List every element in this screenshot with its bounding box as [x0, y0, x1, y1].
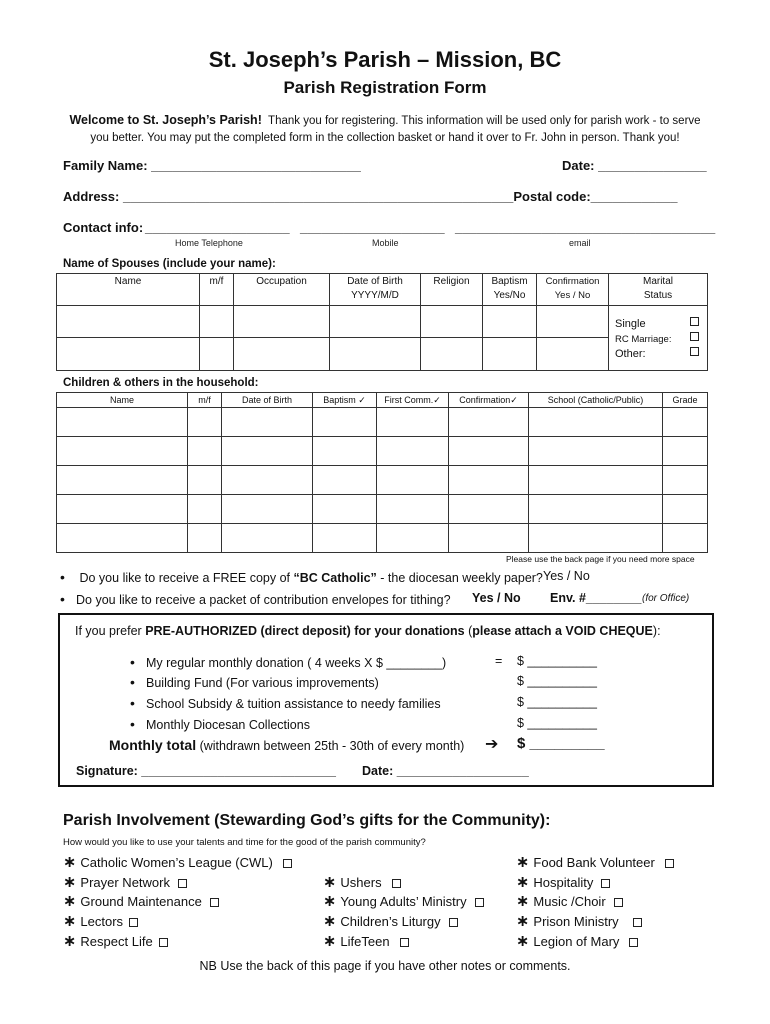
- involvement-option-label: Hospitality: [533, 875, 594, 890]
- email-caption: email: [569, 238, 591, 248]
- equals-sign: =: [495, 654, 503, 668]
- asterisk-icon: ∗: [516, 854, 530, 871]
- involvement-option-ushers[interactable]: [323, 872, 401, 892]
- children-header-baptism: Baptism ✓: [313, 393, 377, 408]
- involvement-option-childrens-liturgy[interactable]: [323, 911, 458, 931]
- young-adults-checkbox[interactable]: [475, 898, 484, 907]
- marital-option-other-label: Other:: [615, 347, 646, 360]
- child-cell[interactable]: [377, 466, 449, 495]
- cwl-checkbox[interactable]: [283, 859, 292, 868]
- asterisk-icon: ∗: [323, 933, 337, 950]
- child-cell[interactable]: [57, 408, 188, 437]
- involvement-option-label: Music /Choir: [533, 894, 606, 909]
- children-header-row: [57, 393, 708, 408]
- child-cell[interactable]: [222, 466, 313, 495]
- asterisk-icon: ∗: [516, 874, 530, 891]
- spouse-baptism-cell[interactable]: [483, 306, 537, 338]
- children-label: Children & others in the household:: [63, 377, 259, 389]
- donation-item-building-label: Building Fund (For various improvements): [146, 676, 379, 690]
- form-subtitle: Parish Registration Form: [283, 78, 487, 97]
- children-header-confirmation: Confirmation✓: [449, 393, 529, 408]
- preauth-intro-bold: PRE-AUTHORIZED (direct deposit) for your donations: [145, 624, 465, 638]
- form-title: St. Joseph’s Parish – Mission, BC: [208, 47, 562, 72]
- involvement-option-label: Prayer Network: [80, 875, 170, 890]
- bc-catholic-name: “BC Catholic”: [293, 571, 377, 585]
- marital-option-single[interactable]: [615, 317, 699, 332]
- marital-other-checkbox[interactable]: [690, 347, 699, 356]
- child-cell[interactable]: [663, 466, 708, 495]
- donation-item-building: [130, 674, 379, 690]
- child-row[interactable]: [57, 466, 708, 495]
- monthly-total-note: (withdrawn between 25th - 30th of every month): [196, 739, 465, 753]
- involvement-option-prayer[interactable]: [63, 872, 187, 892]
- spouses-header-occupation: Occupation: [234, 274, 330, 306]
- child-cell[interactable]: [222, 495, 313, 524]
- children-header-first-comm: First Comm.✓: [377, 393, 449, 408]
- spouses-label: Name of Spouses (include your name):: [63, 258, 276, 270]
- donation-item-diocesan-label: Monthly Diocesan Collections: [146, 718, 310, 732]
- asterisk-icon: ∗: [63, 854, 77, 871]
- spouses-table: [56, 273, 708, 371]
- child-cell[interactable]: [57, 466, 188, 495]
- child-cell[interactable]: [449, 437, 529, 466]
- asterisk-icon: ∗: [323, 893, 337, 910]
- intro-body: Thank you for registering. This information will be used only for parish work - to serve you better. You may put the completed form in the collection basket or hand it over to Fr. John in person. Thank you!: [90, 115, 701, 144]
- child-cell[interactable]: [313, 466, 377, 495]
- donation-item-monthly-label: My regular monthly donation ( 4 weeks X $ ________): [146, 656, 447, 670]
- music-choir-checkbox[interactable]: [614, 898, 623, 907]
- children-header-dob: Date of Birth: [222, 393, 313, 408]
- spouses-header-name: Name: [57, 274, 200, 306]
- child-cell[interactable]: [188, 524, 222, 553]
- involvement-option-lectors[interactable]: [63, 911, 138, 931]
- involvement-option-label: Respect Life: [80, 934, 153, 949]
- child-cell[interactable]: [222, 408, 313, 437]
- asterisk-icon: ∗: [63, 933, 77, 950]
- spouse-occupation-cell[interactable]: [234, 338, 330, 371]
- child-cell[interactable]: [663, 524, 708, 553]
- spouse-dob-cell[interactable]: [330, 306, 421, 338]
- marital-status-cell: [609, 306, 708, 371]
- child-cell[interactable]: [449, 524, 529, 553]
- involvement-option-label: Ushers: [340, 875, 382, 890]
- child-cell[interactable]: [222, 437, 313, 466]
- children-header-school: School (Catholic/Public): [529, 393, 663, 408]
- child-cell[interactable]: [377, 408, 449, 437]
- involvement-option-music[interactable]: [516, 891, 623, 911]
- arrow-icon: ➔: [485, 736, 499, 753]
- child-cell[interactable]: [313, 408, 377, 437]
- marital-single-checkbox[interactable]: [690, 317, 699, 326]
- hospitality-checkbox[interactable]: [601, 879, 610, 888]
- involvement-option-legion[interactable]: [516, 931, 638, 951]
- child-cell[interactable]: [663, 495, 708, 524]
- children-header-name: Name: [57, 393, 188, 408]
- child-cell[interactable]: [663, 408, 708, 437]
- envelopes-yes-no[interactable]: Yes / No: [472, 591, 521, 605]
- child-cell[interactable]: [188, 408, 222, 437]
- child-cell[interactable]: [313, 437, 377, 466]
- question-envelopes: [60, 591, 451, 607]
- preauth-intro: [75, 624, 661, 638]
- monthly-total: [109, 737, 464, 753]
- child-cell[interactable]: [529, 437, 663, 466]
- child-cell[interactable]: [529, 495, 663, 524]
- spouse-confirmation-cell[interactable]: [537, 306, 609, 338]
- spouse-mf-cell[interactable]: [200, 306, 234, 338]
- spouses-header-dob: Date of Birth YYYY/M/D: [330, 274, 421, 306]
- child-cell[interactable]: [529, 466, 663, 495]
- donation-item-monthly: [130, 654, 446, 670]
- marital-option-rc-label: RC Marriage:: [615, 333, 672, 345]
- child-cell[interactable]: [377, 437, 449, 466]
- child-cell[interactable]: [449, 408, 529, 437]
- child-cell[interactable]: [313, 495, 377, 524]
- legion-of-mary-checkbox[interactable]: [629, 938, 638, 947]
- involvement-option-label: Lectors: [80, 914, 124, 929]
- asterisk-icon: ∗: [323, 874, 337, 891]
- donation-item-school-label: School Subsidy & tuition assistance to needy families: [146, 697, 441, 711]
- child-cell[interactable]: [377, 495, 449, 524]
- involvement-option-cwl[interactable]: [63, 852, 292, 872]
- for-office-note: (for Office): [642, 593, 690, 604]
- child-cell[interactable]: [57, 495, 188, 524]
- spouse-name-cell[interactable]: [57, 306, 200, 338]
- asterisk-icon: ∗: [63, 874, 77, 891]
- involvement-option-respect-life[interactable]: [63, 931, 168, 951]
- marital-option-single-label: Single: [615, 317, 646, 330]
- question-bc-catholic-pre: Do you like to receive a FREE copy of: [79, 571, 294, 585]
- asterisk-icon: ∗: [516, 913, 530, 930]
- child-cell[interactable]: [377, 524, 449, 553]
- ground-maintenance-checkbox[interactable]: [210, 898, 219, 907]
- mobile-field[interactable]: ____________________: [300, 220, 445, 235]
- spouses-header-marital: Marital Status: [609, 274, 708, 306]
- back-page-note: Please use the back page if you need more space: [506, 554, 695, 564]
- family-name-field[interactable]: Family Name: _____________________________: [63, 158, 361, 173]
- child-cell[interactable]: [188, 466, 222, 495]
- home-telephone-caption: Home Telephone: [175, 238, 243, 248]
- child-cell[interactable]: [57, 437, 188, 466]
- children-header-grade: Grade: [663, 393, 708, 408]
- asterisk-icon: ∗: [516, 933, 530, 950]
- intro-text: [60, 112, 710, 147]
- involvement-option-hospitality[interactable]: [516, 872, 610, 892]
- question-bc-catholic-post: - the diocesan weekly paper?: [376, 571, 543, 585]
- spouse-mf-cell[interactable]: [200, 338, 234, 371]
- lifeteen-checkbox[interactable]: [400, 938, 409, 947]
- child-cell[interactable]: [222, 524, 313, 553]
- spouse-religion-cell[interactable]: [421, 306, 483, 338]
- email-field[interactable]: ____________________________________: [455, 220, 716, 235]
- spouse-dob-cell[interactable]: [330, 338, 421, 371]
- involvement-option-label: Young Adults’ Ministry: [340, 894, 467, 909]
- welcome-text: Welcome to St. Joseph’s Parish!: [69, 113, 262, 127]
- envelope-number-field[interactable]: Env. #________: [550, 591, 642, 605]
- spouses-header-row: [57, 274, 708, 306]
- spouse-religion-cell[interactable]: [421, 338, 483, 371]
- amount-field-building[interactable]: $ __________: [517, 674, 597, 688]
- involvement-option-label: Food Bank Volunteer: [533, 855, 655, 870]
- bc-catholic-yes-no[interactable]: Yes / No: [543, 569, 590, 583]
- spouse-name-cell[interactable]: [57, 338, 200, 371]
- home-telephone-field[interactable]: ____________________: [145, 220, 290, 235]
- spouses-header-mf: m/f: [200, 274, 234, 306]
- preauth-void-cheque: please attach a VOID CHEQUE: [472, 624, 653, 638]
- prison-ministry-checkbox[interactable]: [633, 918, 642, 927]
- involvement-option-label: Children’s Liturgy: [340, 914, 441, 929]
- asterisk-icon: ∗: [323, 913, 337, 930]
- child-row[interactable]: [57, 524, 708, 553]
- spouse-row[interactable]: [57, 306, 708, 338]
- involvement-question: How would you like to use your talents and time for the good of the parish community?: [63, 837, 426, 848]
- involvement-option-label: LifeTeen: [340, 934, 390, 949]
- contact-label: Contact info:: [63, 220, 144, 235]
- monthly-total-amount-field[interactable]: $ _________: [517, 735, 605, 752]
- child-cell[interactable]: [449, 466, 529, 495]
- question-bc-catholic: [60, 569, 543, 585]
- spouse-baptism-cell[interactable]: [483, 338, 537, 371]
- marital-option-other[interactable]: [615, 347, 699, 362]
- date-field[interactable]: Date: _______________: [562, 158, 707, 173]
- asterisk-icon: ∗: [63, 893, 77, 910]
- lectors-checkbox[interactable]: [129, 918, 138, 927]
- child-cell[interactable]: [529, 408, 663, 437]
- asterisk-icon: ∗: [516, 893, 530, 910]
- preauth-intro-end: ):: [652, 624, 661, 638]
- donation-item-diocesan: [130, 716, 310, 732]
- child-cell[interactable]: [529, 524, 663, 553]
- spouse-occupation-cell[interactable]: [234, 306, 330, 338]
- marital-option-rc[interactable]: [615, 332, 699, 347]
- ushers-checkbox[interactable]: [392, 879, 401, 888]
- involvement-option-label: Prison Ministry: [533, 914, 619, 929]
- mobile-caption: Mobile: [372, 238, 399, 248]
- child-cell[interactable]: [449, 495, 529, 524]
- food-bank-checkbox[interactable]: [665, 859, 674, 868]
- amount-field-diocesan[interactable]: $ __________: [517, 716, 597, 730]
- child-cell[interactable]: [188, 495, 222, 524]
- involvement-title: Parish Involvement (Stewarding God’s gifts for the Community):: [63, 812, 551, 829]
- spouse-confirmation-cell[interactable]: [537, 338, 609, 371]
- involvement-option-label: Legion of Mary: [533, 934, 620, 949]
- preauth-intro-mid: (: [464, 624, 473, 638]
- spouses-header-baptism: Baptism Yes/No: [483, 274, 537, 306]
- footer-note: NB Use the back of this page if you have other notes or comments.: [199, 959, 571, 973]
- child-row[interactable]: [57, 437, 708, 466]
- child-cell[interactable]: [313, 524, 377, 553]
- involvement-option-grounds[interactable]: [63, 891, 219, 911]
- children-header-mf: m/f: [188, 393, 222, 408]
- children-table: [56, 392, 708, 553]
- address-field[interactable]: Address: ______________________________________________________Postal code:____________: [63, 189, 678, 204]
- question-envelopes-text: Do you like to receive a packet of contribution envelopes for tithing?: [76, 593, 451, 607]
- involvement-option-prison[interactable]: [516, 911, 642, 931]
- involvement-option-label: Catholic Women’s League (CWL): [80, 855, 273, 870]
- signature-field[interactable]: Signature: ____________________________: [76, 764, 336, 778]
- asterisk-icon: ∗: [63, 913, 77, 930]
- monthly-total-label: Monthly total: [109, 737, 197, 753]
- amount-field-school[interactable]: $ __________: [517, 695, 597, 709]
- signature-date-field[interactable]: Date: ___________________: [362, 764, 529, 778]
- childrens-liturgy-checkbox[interactable]: [449, 918, 458, 927]
- donation-item-school: [130, 695, 441, 711]
- spouses-header-confirmation: Confirmation Yes / No: [537, 274, 609, 306]
- involvement-option-young-adults[interactable]: [323, 891, 484, 911]
- amount-field-monthly[interactable]: $ __________: [517, 654, 597, 668]
- spouses-header-religion: Religion: [421, 274, 483, 306]
- child-row[interactable]: [57, 495, 708, 524]
- prayer-network-checkbox[interactable]: [178, 879, 187, 888]
- respect-life-checkbox[interactable]: [159, 938, 168, 947]
- involvement-option-label: Ground Maintenance: [80, 894, 202, 909]
- child-row[interactable]: [57, 408, 708, 437]
- marital-rc-checkbox[interactable]: [690, 332, 699, 341]
- involvement-option-food-bank[interactable]: [516, 852, 674, 872]
- preauth-intro-pre: If you prefer: [75, 624, 146, 638]
- child-cell[interactable]: [188, 437, 222, 466]
- child-cell[interactable]: [57, 524, 188, 553]
- involvement-option-lifeteen[interactable]: [323, 931, 409, 951]
- child-cell[interactable]: [663, 437, 708, 466]
